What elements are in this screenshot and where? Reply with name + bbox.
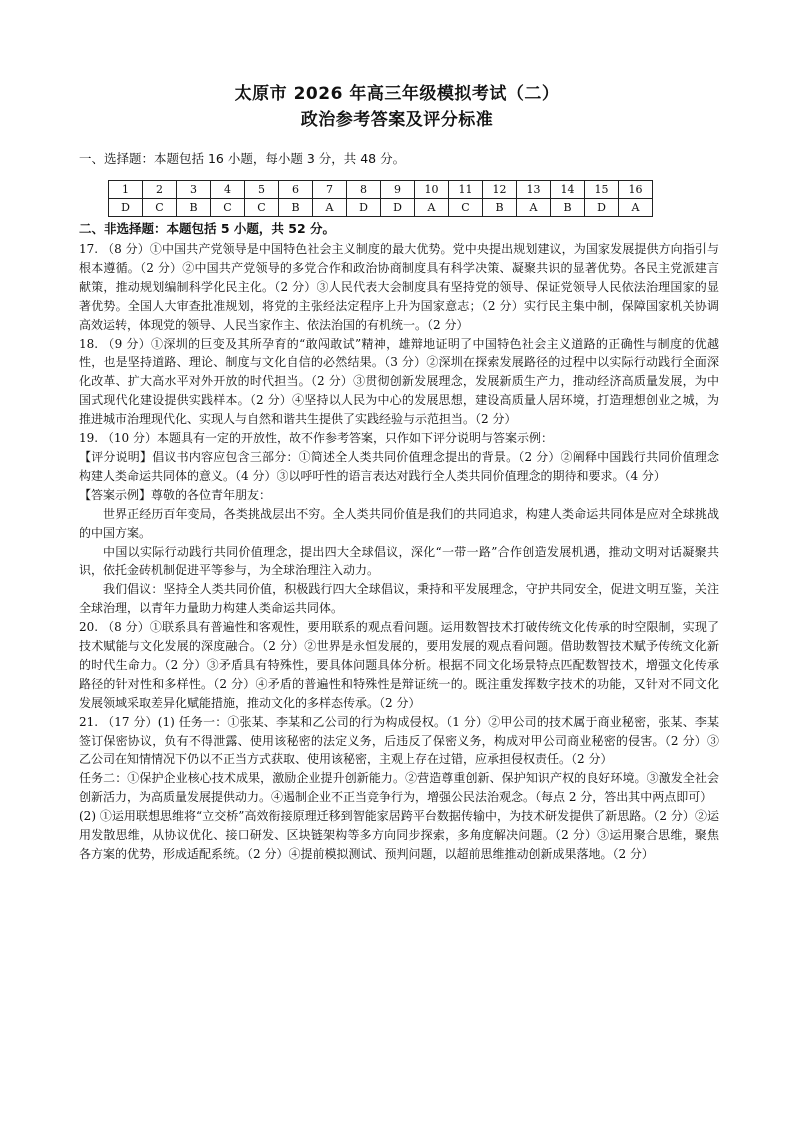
answer-cell: B (483, 199, 517, 217)
question-number-cell: 11 (449, 181, 483, 199)
question-number-cell: 16 (619, 181, 653, 199)
answer-cell: D (347, 199, 381, 217)
answer-cell: D (585, 199, 619, 217)
answer-cell: C (211, 199, 245, 217)
q19-sample-greeting: 【答案示例】尊敬的各位青年朋友： (79, 487, 272, 502)
q17-answer: 17. （8 分）①中国共产党领导是中国特色社会主义制度的最大优势。党中央提出规划建议，为国家发展提供方向指引与根本遵循。（2 分）②中国共产党领导的多党合作和政治协商制度具有科学决策、凝聚共识的显著优势。各民主党派建言献策，推动规划编制科学化民主化。（2 分）③人民代表大会制度具有坚持党的领导、保证党领导人民依法治理国家的显著优势。全国人大审查批准规划，将党的主张经法定程序上升为国家意志；（2 分）实行民主集中制，保障国家机关协调高效运转，体现党的领导、人民当家作主、依法治国的有机统一。（2 分） (79, 242, 719, 332)
answer-cell: C (449, 199, 483, 217)
q18-answer: 18. （9 分）①深圳的巨变及其所孕育的“敢闯敢试”精神，雄辩地证明了中国特色社会主义道路的正确性与制度的优越性，也是坚持道路、理论、制度与文化自信的必然结果。（3 分）②深圳在探索发展路径的过程中以实际行动践行全面深化改革、扩大高水平对外开放的时代担当。（2 分）③贯彻创新发展理念，发展新质生产力，推动经济高质量发展，为中国式现代化建设提供实践样本。（2 分）④坚持以人民为中心的发展思想，建设高质量人居环境，打造理想创业之城，为推进城市治理现代化、实现人与自然和谐共生提供了实践经验与示范担当。（2 分） (79, 336, 719, 427)
question-number-cell: 13 (517, 181, 551, 199)
answer-table (108, 180, 653, 217)
answer-cell: B (551, 199, 585, 217)
answer-cell: D (381, 199, 415, 217)
q20-answer: 20. （8 分）①联系具有普遍性和客观性，要用联系的观点看问题。运用数智技术打破传统文化传承的时空限制，实现了技术赋能与文化发展的深度融合。（2 分）②世界是永恒发展的，要用发展的观点看问题。借助数智技术赋予传统文化新的时代生命力。（2 分）③矛盾具有特殊性，要具体问题具体分析。根据不同文化场景特点匹配数智技术，增强文化传承路径的针对性和多样性。（2 分）④矛盾的普遍性和特殊性是辩证统一的。既注重发挥数字技术的功能，又针对不同文化发展领域采取差异化赋能措施，推动文化的多样态传承。（2 分） (79, 620, 719, 710)
question-number-cell: 7 (313, 181, 347, 199)
exam-title: 太原市 2026 年高三年级模拟考试（二） (234, 84, 560, 104)
section2-heading: 二、非选择题：本题包括 5 小题，共 52 分。 (79, 221, 336, 236)
answer-row (109, 199, 653, 217)
exam-subtitle: 政治参考答案及评分标准 (300, 110, 494, 130)
question-number-cell: 9 (381, 181, 415, 199)
question-number-cell: 8 (347, 181, 381, 199)
q19-sample-para3: 我们倡议：坚持全人类共同价值，积极践行四大全球倡议，秉持和平发展理念，守护共同安全，促进文明互鉴，关注全球治理，以青年力量助力构建人类命运共同体。 (79, 582, 719, 616)
question-number-cell: 4 (211, 181, 245, 199)
section1-heading: 一、选择题：本题包括 16 小题，每小题 3 分，共 48 分。 (79, 151, 406, 166)
question-number-cell: 6 (279, 181, 313, 199)
answer-cell: C (143, 199, 177, 217)
q21-task1: 21. （17 分）(1) 任务一：①张某、李某和乙公司的行为构成侵权。（1 分）②甲公司的技术属于商业秘密，张某、李某签订保密协议，负有不得泄露、使用该秘密的法定义务，后违反了保密义务，构成对甲公司商业秘密的侵害。（2 分）③乙公司在知情情况下仍以不正当方式获取、使用该秘密，主观上存在过错，应承担侵权责任。（2 分） (79, 714, 719, 767)
q21-part2: (2) ①运用联想思维将“立交桥”高效衔接原理迁移到智能家居跨平台数据传输中，为技术研发提供了新思路。（2 分）②运用发散思维，从协议优化、接口研发、区块链架构等多方向同步探索，多角度解决问题。（2 分）③运用聚合思维，聚焦各方案的优势，形成适配系统。（2 分）④提前模拟测试、预判问题，以超前思维推动创新成果落地。（2 分） (79, 809, 719, 861)
answer-cell: A (415, 199, 449, 217)
question-number-cell: 12 (483, 181, 517, 199)
answer-cell: A (517, 199, 551, 217)
answer-cell: A (619, 199, 653, 217)
question-number-cell: 15 (585, 181, 619, 199)
q21-task2: 任务二：①保护企业核心技术成果，激励企业提升创新能力。②营造尊重创新、保护知识产权的良好环境。③激发全社会创新活力，为高质量发展提供动力。④遏制企业不正当竞争行为，增强公民法治观念。（每点 2 分，答出其中两点即可） (79, 771, 719, 805)
question-number-cell: 1 (109, 181, 143, 199)
q19-intro: 19. （10 分）本题具有一定的开放性，故不作参考答案，只作如下评分说明与答案示例： (79, 431, 553, 446)
answer-cell: A (313, 199, 347, 217)
question-number-row (109, 181, 653, 199)
question-number-cell: 10 (415, 181, 449, 199)
answer-cell: B (279, 199, 313, 217)
question-number-cell: 3 (177, 181, 211, 199)
answer-cell: B (177, 199, 211, 217)
question-number-cell: 2 (143, 181, 177, 199)
q19-sample-para1: 世界正经历百年变局，各类挑战层出不穷。全人类共同价值是我们的共同追求，构建人类命运共同体是应对全球挑战的中国方案。 (79, 506, 719, 540)
answer-body (79, 240, 719, 864)
question-number-cell: 14 (551, 181, 585, 199)
q19-sample-para2: 中国以实际行动践行共同价值理念，提出四大全球倡议，深化“一带一路”合作创造发展机遇，推动文明对话凝聚共识，依托金砖机制促进平等参与，为全球治理注入动力。 (79, 544, 719, 578)
question-number-cell: 5 (245, 181, 279, 199)
answer-cell: C (245, 199, 279, 217)
q19-scoring-note: 【评分说明】倡议书内容应包含三部分：①简述全人类共同价值理念提出的背景。（2 分）②阐释中国践行共同价值理念构建人类命运共同体的意义。（4 分）③以呼吁性的语言表达对践行全人类共同价值理念的期待和要求。（4 分） (79, 449, 719, 483)
answer-cell: D (109, 199, 143, 217)
